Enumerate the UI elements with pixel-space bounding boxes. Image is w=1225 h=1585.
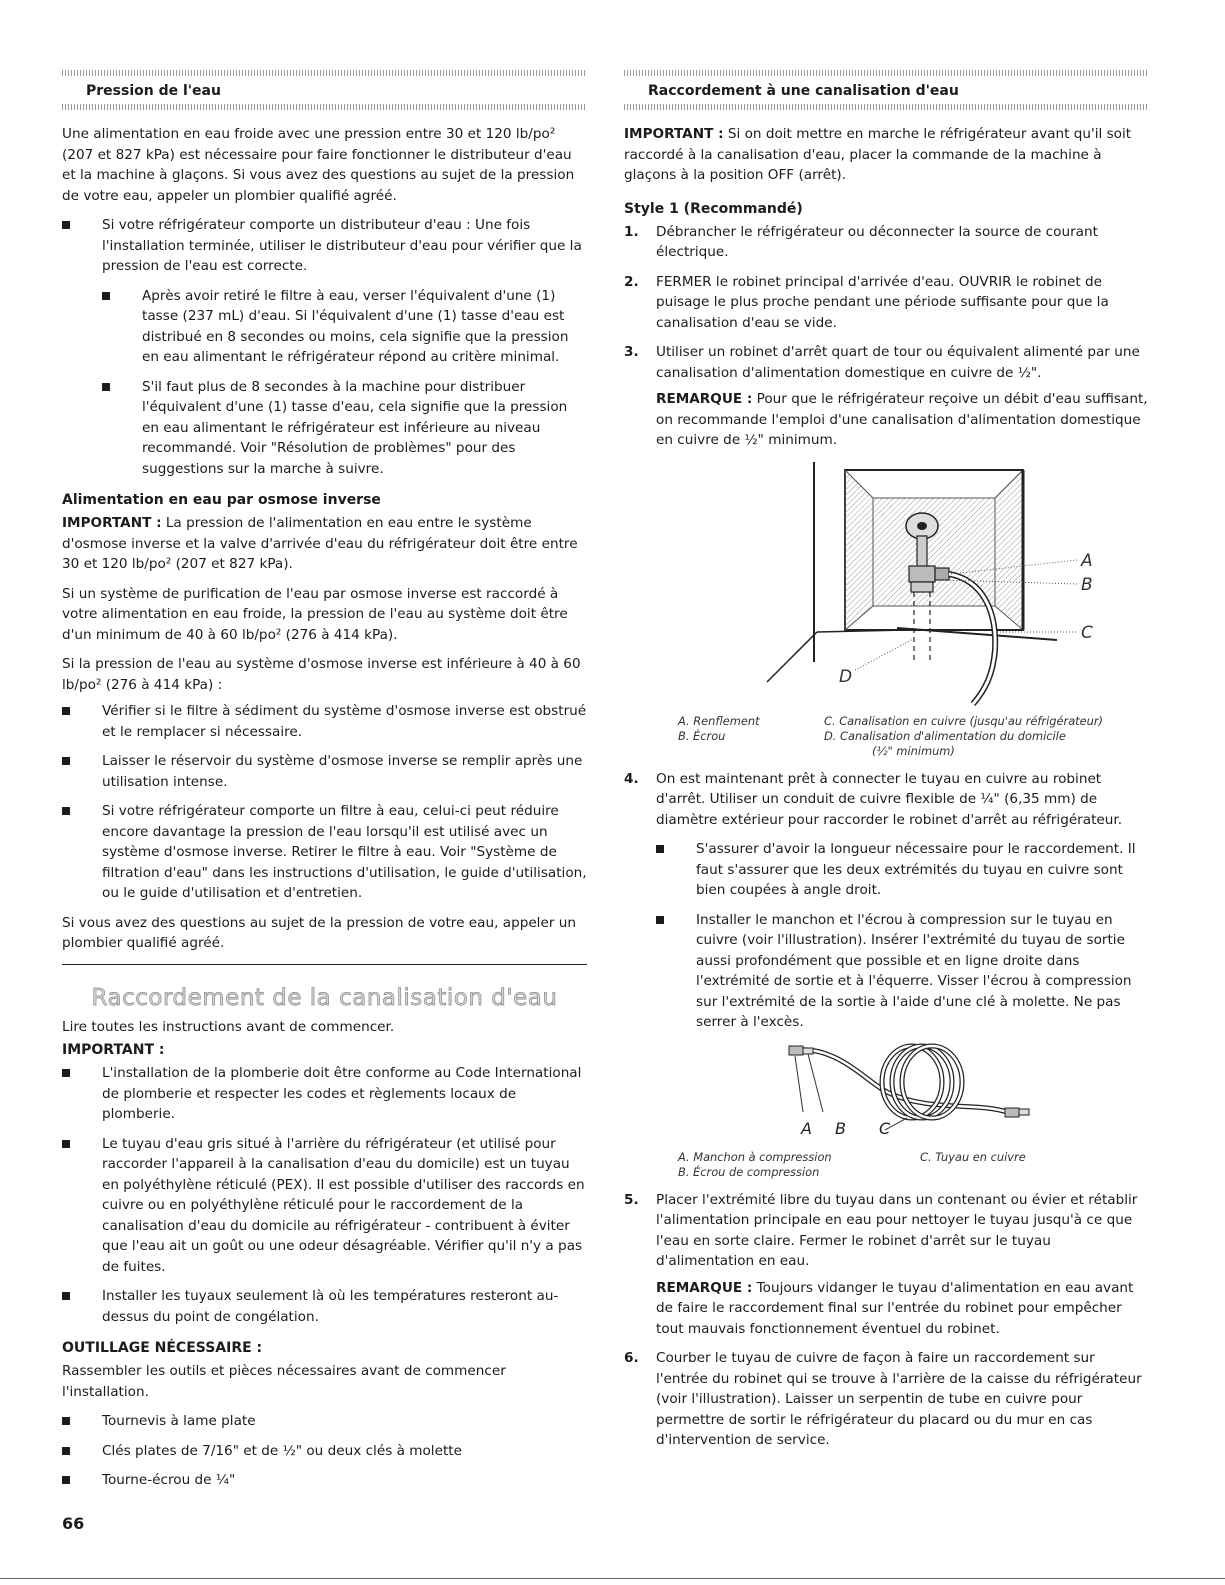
list-item: Clés plates de 7/16" et de ½" ou deux clés à molette	[62, 1441, 587, 1462]
section-divider	[624, 104, 1149, 110]
bottom-rule	[0, 1578, 1225, 1579]
step-item: 6. Courber le tuyau de cuivre de façon à faire un raccordement sur l'entrée du robinet qui se trouve à l'arrière de la caisse du réfrigérateur (voir l'illustration). Laisser un serpentin de tube en cuivre pour permettre de sortir le réfrigérateur du placard ou du mur en cas d'intervention de service.	[624, 1350, 1142, 1448]
fig1-label-b: B	[1080, 574, 1093, 595]
list-item: Après avoir retiré le filtre à eau, verser l'équivalent d'une (1) tasse (237 mL) d'eau. Si l'équivalent d'une (1) tasse d'eau est distribué en 8 secondes ou moins, cela signifie que la pression en eau alimentant le réfrigérateur répond au critère minimal.	[102, 286, 587, 368]
water-pressure-list	[62, 215, 587, 479]
step4-list	[656, 839, 1149, 1033]
step-note: REMARQUE : Toujours vidanger le tuyau d'alimentation en eau avant de faire le raccordement final sur l'entrée du robinet pour empêcher tout mauvais fonctionnement éventuel du robinet.	[656, 1279, 1134, 1337]
fig2-caption: A. Manchon à compression C. Tuyau en cuivre B. Écrou de compression	[678, 1149, 1026, 1179]
fig1-caption: A. Renflement C. Canalisation en cuivre (jusqu'au réfrigérateur) B. Écrou D. Canalisation d'alimentation du domicile (½" minimum)	[678, 713, 1103, 758]
connection-important: IMPORTANT : Si on doit mettre en marche le réfrigérateur avant qu'il soit raccordé à la canalisation d'eau, placer la commande de la machine à glaçons à la position OFF (arrêt).	[624, 126, 1132, 183]
list-item: Installer le manchon et l'écrou à compression sur le tuyau en cuivre (voir l'illustration). Insérer l'extrémité du tuyau de sortie aussi profondément que possible et en ligne droite dans l'extrémité de sortie et à l'équerre. Visser l'écrou à compression sur l'extrémité de la sortie à l'aide d'une clé à molette. Ne pas serrer à l'excès.	[656, 910, 1149, 1033]
list-item: Tournevis à lame plate	[62, 1411, 587, 1432]
list-item: Tourne-écrou de ¼"	[62, 1470, 587, 1491]
section-divider	[62, 104, 587, 110]
step-note: REMARQUE : Pour que le réfrigérateur reçoive un débit d'eau suffisant, on recommande l'emploi d'une canalisation d'alimentation domestique en cuivre de ½" minimum.	[656, 391, 1148, 448]
list-item: L'installation de la plomberie doit être conforme au Code International de plomberie et respecter les codes et règlements locaux de plomberie.	[62, 1063, 587, 1125]
osmose-closing: Si vous avez des questions au sujet de la pression de votre eau, appeler un plombier qualifié agréé.	[62, 914, 576, 951]
compression-fitting-illustration	[677, 1042, 1097, 1146]
raccord-intro: Lire toutes les instructions avant de commencer.	[62, 1018, 395, 1035]
osmose-list	[62, 701, 587, 904]
fig2-label-a: A	[800, 1118, 812, 1138]
osmose-heading: Alimentation en eau par osmose inverse	[62, 492, 381, 508]
list-item: Vérifier si le filtre à sédiment du système d'osmose inverse est obstrué et le remplacer si nécessaire.	[62, 701, 587, 742]
left-column	[62, 70, 587, 1500]
list-item: S'il faut plus de 8 secondes à la machine pour distribuer l'équivalent d'une (1) tasse d'eau, cela signifie que la pression en eau alimentant le réfrigérateur est inférieure au niveau recommandé. Voir "Résolution de problèmes" pour des suggestions sur la marche à suivre.	[102, 377, 587, 480]
style-heading: Style 1 (Recommandé)	[624, 200, 803, 217]
list-item: Installer les tuyaux seulement là où les températures resteront au-dessus du point de congélation.	[62, 1286, 587, 1327]
list-item: Si votre réfrigérateur comporte un filtre à eau, celui-ci peut réduire encore davantage la pression de l'eau lorsqu'il est utilisé avec un système d'osmose inverse. Retirer le filtre à eau. Voir "Système de filtration d'eau" dans les instructions d'utilisation, le guide d'utilisation, ou le guide d'utilisation et d'entretien.	[62, 801, 587, 904]
section-title-water-pressure: Pression de l'eau	[86, 83, 221, 99]
tools-list	[62, 1411, 587, 1491]
raccord-list	[62, 1063, 587, 1327]
list-item: Le tuyau d'eau gris situé à l'arrière du réfrigérateur (et utilisé pour raccorder l'appareil à la canalisation d'eau du domicile) est un tuyau en polyéthylène réticulé (PEX). Il est possible d'utiliser des raccords en cuivre ou en polyéthylène réticulé pour le raccordement de la canalisation d'eau du domicile au réfrigérateur - contribuent à éviter que l'eau ait un goût ou une odeur désagréable. Vérifier qu'il n'y a pas de fuites.	[62, 1134, 587, 1278]
step-item: 1. Débrancher le réfrigérateur ou déconnecter la source de courant électrique.	[624, 223, 1098, 260]
section-title-water-connection: Raccordement de la canalisation d'eau	[91, 984, 558, 1011]
step-item: 2. FERMER le robinet principal d'arrivée d'eau. OUVRIR le robinet de puisage le plus proche pendant une période suffisante pour que la canalisation d'eau se vide.	[624, 273, 1109, 331]
raccord-important-heading: IMPORTANT :	[62, 1042, 165, 1058]
list-item: Laisser le réservoir du système d'osmose inverse se remplir après une utilisation intense.	[62, 751, 587, 792]
steps-list	[624, 769, 1149, 1033]
fig2-label-b: B	[834, 1118, 846, 1138]
right-column	[624, 70, 1149, 1460]
sub-list	[102, 286, 587, 480]
steps-list	[624, 222, 1149, 451]
horizontal-rule	[62, 964, 587, 965]
fig2-label-c: C	[878, 1118, 890, 1138]
bullet-text: Si votre réfrigérateur comporte un distributeur d'eau : Une fois l'installation terminée, utiliser le distributeur d'eau pour vérifier que la pression de l'eau est correcte.	[102, 217, 582, 274]
valve-illustration	[677, 460, 1097, 710]
fig1-label-c: C	[1080, 622, 1093, 643]
fig1-label-d: D	[838, 666, 852, 687]
section-title-connection: Raccordement à une canalisation d'eau	[648, 83, 959, 99]
list-item	[62, 215, 587, 479]
osmose-paragraph: Si la pression de l'eau au système d'osmose inverse est inférieure à 40 à 60 lb/po² (276 à 414 kPa) :	[62, 656, 581, 693]
tools-intro: Rassembler les outils et pièces nécessaires avant de commencer l'installation.	[62, 1363, 506, 1400]
water-pressure-intro: Une alimentation en eau froide avec une pression entre 30 et 120 lb/po² (207 et 827 kPa) est nécessaire pour faire fonctionner le distributeur d'eau et la machine à glaçons. Si vous avez des questions au sujet de la pression de votre eau, appeler un plombier qualifié agréé.	[62, 126, 575, 204]
fig1-label-a: A	[1080, 550, 1093, 571]
tools-heading: OUTILLAGE NÉCESSAIRE :	[62, 1340, 263, 1356]
list-item: S'assurer d'avoir la longueur nécessaire pour le raccordement. Il faut s'assurer que les deux extrémités du tuyau en cuivre sont bien coupées à angle droit.	[656, 839, 1149, 901]
page-number: 66	[62, 1514, 85, 1533]
step-item: 4. On est maintenant prêt à connecter le tuyau en cuivre au robinet d'arrêt. Utiliser un conduit de cuivre flexible de ¼" (6,35 mm) de diamètre extérieur pour raccorder le robinet d'arrêt au réfrigérateur. S'assurer d'avoir la longueur nécessaire pour le raccordement. Il faut s'assurer que les deux extrémités du tuyau en cuivre sont bien coupées à angle droit. Installer le manchon et l'écrou à compression sur le tuyau en cuivre (voir l'illustration). Insérer l'extrémité du tuyau de sortie aussi profondément que possible et en ligne droite dans l'extrémité de sortie et à l'équerre. Visser l'écrou à compression sur l'extrémité de la sortie à l'aide d'une clé à molette. Ne pas serrer à l'excès.	[624, 769, 1149, 1033]
steps-list	[624, 1190, 1149, 1451]
osmose-important: IMPORTANT : La pression de l'alimentation en eau entre le système d'osmose inverse et la valve d'arrivée d'eau du réfrigérateur doit être entre 30 et 120 lb/po² (207 et 827 kPa).	[62, 515, 578, 572]
step-item: 3. Utiliser un robinet d'arrêt quart de tour ou équivalent alimenté par une canalisation d'alimentation domestique en cuivre de ½". REMARQUE : Pour que le réfrigérateur reçoive un débit d'eau suffisant, on recommande l'emploi d'une canalisation d'alimentation domestique en cuivre de ½" minimum.	[624, 342, 1149, 451]
osmose-paragraph: Si un système de purification de l'eau par osmose inverse est raccordé à votre alimentation en eau froide, la pression de l'eau au système doit être d'un minimum de 40 à 60 lb/po² (276 à 414 kPa).	[62, 585, 568, 643]
step-item: 5. Placer l'extrémité libre du tuyau dans un contenant ou évier et rétablir l'alimentation principale en eau pour nettoyer le tuyau jusqu'à ce que l'eau en sorte claire. Fermer le robinet d'arrêt sur le tuyau d'alimentation en eau. REMARQUE : Toujours vidanger le tuyau d'alimentation en eau avant de faire le raccordement final sur l'entrée du robinet pour empêcher tout mauvais fonctionnement éventuel du robinet.	[624, 1190, 1149, 1340]
